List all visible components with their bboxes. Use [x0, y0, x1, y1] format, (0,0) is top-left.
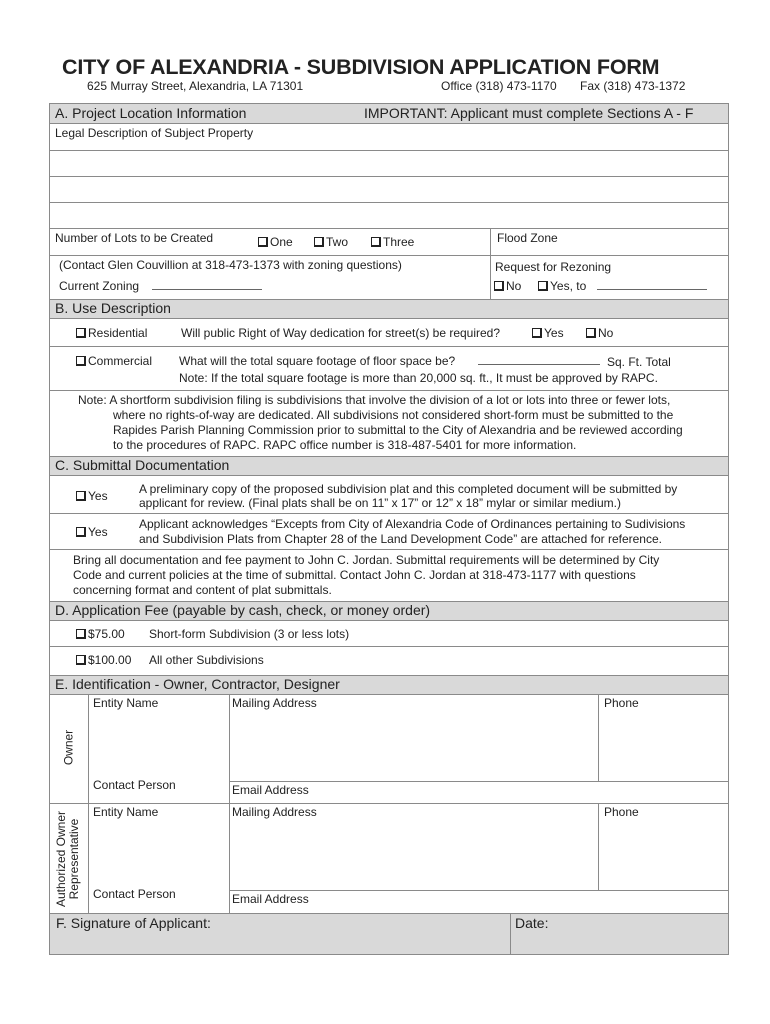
fee-75-description: Short-form Subdivision (3 or less lots) — [149, 627, 350, 641]
fee-100-description: All other Subdivisions — [149, 653, 264, 667]
rep-email-field[interactable] — [320, 891, 728, 912]
form-border-right — [728, 103, 729, 954]
authorized-representative-label: Authorized Owner Representative — [54, 810, 81, 908]
submittal-instructions-2: Code and current policies at the time of submittal. Contact John C. Jordan at 318-473-1177 with questions — [73, 568, 636, 582]
code-acknowledge-yes[interactable]: Yes — [76, 525, 108, 539]
fee-75-option[interactable]: $75.00 — [76, 627, 125, 641]
signature-label: F. Signature of Applicant: — [56, 915, 211, 931]
form-border-left — [49, 103, 50, 954]
shortform-note-line-3: Rapides Parish Planning Commission prior to submittal to the City of Alexandria and be reviewed according — [113, 423, 683, 437]
rezoning-no-option[interactable]: No — [494, 279, 521, 293]
flood-zone-field[interactable] — [560, 229, 728, 255]
owner-entity-name-field[interactable] — [89, 712, 229, 774]
rep-mailing-address-field[interactable] — [230, 821, 598, 889]
plat-copy-text-1: A preliminary copy of the proposed subdivision plat and this completed document will be submitted by — [139, 482, 678, 496]
important-notice: IMPORTANT: Applicant must complete Sections A - F — [364, 105, 694, 121]
rep-email-address-label: Email Address — [232, 892, 309, 906]
fax-number: Fax (318) 473-1372 — [580, 79, 686, 93]
rezoning-yes-option[interactable]: Yes, to — [538, 279, 586, 293]
checkbox-icon — [532, 328, 542, 338]
owner-phone-field[interactable] — [599, 712, 728, 780]
right-of-way-question: Will public Right of Way dedication for street(s) be required? — [181, 326, 501, 340]
code-acknowledge-text-1: Applicant acknowledges “Excepts from City of Alexandria Code of Ordinances pertaining to Sudivisions — [139, 517, 686, 531]
checkbox-icon — [76, 527, 86, 537]
lots-option-two[interactable]: Two — [314, 235, 348, 249]
rep-entity-name-field[interactable] — [89, 821, 229, 883]
date-field[interactable] — [560, 914, 727, 953]
checkbox-icon — [76, 629, 86, 639]
owner-label: Owner — [61, 729, 76, 766]
lots-label: Number of Lots to be Created — [55, 231, 214, 245]
section-d-heading: D. Application Fee (payable by cash, check, or money order) — [55, 602, 431, 618]
code-acknowledge-text-2: and Subdivision Plats from Chapter 28 of the Land Development Code” are attached for reference. — [139, 532, 662, 546]
form-title: CITY OF ALEXANDRIA - SUBDIVISION APPLICATION FORM — [62, 55, 660, 79]
square-footage-field[interactable] — [478, 364, 600, 365]
legal-description-label: Legal Description of Subject Property — [55, 126, 254, 140]
plat-copy-yes[interactable]: Yes — [76, 489, 108, 503]
checkbox-icon — [371, 237, 381, 247]
signature-field[interactable] — [240, 914, 509, 953]
submittal-instructions-1: Bring all documentation and fee payment to John C. Jordan. Submittal requirements will be determined by City — [73, 553, 660, 567]
zoning-contact-note: (Contact Glen Couvillion at 318-473-1373 with zoning questions) — [59, 258, 402, 272]
checkbox-icon — [76, 328, 86, 338]
owner-email-address-label: Email Address — [232, 783, 309, 797]
office-phone: Office (318) 473-1170 — [441, 79, 557, 93]
owner-mailing-address-field[interactable] — [230, 712, 598, 780]
right-of-way-no[interactable]: No — [586, 326, 613, 340]
legal-description-field[interactable] — [50, 124, 728, 228]
checkbox-icon — [538, 281, 548, 291]
plat-copy-text-2: applicant for review. (Final plats shall be on 11” x 17” or 12” x 18” mylar or similar medium.) — [139, 496, 621, 510]
shortform-note-line-4: to the procedures of RAPC. RAPC office number is 318-487-5401 for more information. — [113, 438, 577, 452]
residential-option[interactable]: Residential — [76, 326, 147, 340]
city-address: 625 Murray Street, Alexandria, LA 71301 — [87, 79, 304, 93]
owner-phone-label: Phone — [604, 696, 639, 710]
rep-mailing-address-label: Mailing Address — [232, 805, 317, 819]
owner-entity-name-label: Entity Name — [93, 696, 159, 710]
flood-zone-label: Flood Zone — [497, 231, 558, 245]
shortform-note-line-2: where no rights-of-way are dedicated. All subdivisions not considered short-form must be submitted to the — [113, 408, 674, 422]
rep-phone-label: Phone — [604, 805, 639, 819]
rep-contact-person-label: Contact Person — [93, 887, 176, 901]
section-e-heading: E. Identification - Owner, Contractor, Designer — [55, 676, 340, 692]
checkbox-icon — [76, 655, 86, 665]
right-of-way-yes[interactable]: Yes — [532, 326, 564, 340]
checkbox-icon — [258, 237, 268, 247]
shortform-note-line-1: Note: A shortform subdivision filing is subdivisions that involve the division of a lot or lots into three or fewer lots, — [78, 393, 671, 407]
submittal-instructions-3: concerning format and content of plat submittals. — [73, 583, 332, 597]
rep-phone-field[interactable] — [599, 821, 728, 889]
commercial-option[interactable]: Commercial — [76, 354, 152, 368]
fee-100-option[interactable]: $100.00 — [76, 653, 131, 667]
section-a-heading: A. Project Location Information — [55, 105, 247, 121]
owner-email-field[interactable] — [320, 782, 728, 802]
lots-option-three[interactable]: Three — [371, 235, 414, 249]
date-label: Date: — [515, 915, 549, 931]
current-zoning-field[interactable] — [152, 289, 262, 290]
owner-mailing-address-label: Mailing Address — [232, 696, 317, 710]
section-c-heading: C. Submittal Documentation — [55, 457, 230, 473]
checkbox-icon — [494, 281, 504, 291]
checkbox-icon — [314, 237, 324, 247]
checkbox-icon — [76, 491, 86, 501]
lots-option-one[interactable]: One — [258, 235, 293, 249]
section-b-heading: B. Use Description — [55, 300, 171, 316]
square-footage-unit: Sq. Ft. Total — [607, 355, 671, 369]
checkbox-icon — [586, 328, 596, 338]
checkbox-icon — [76, 356, 86, 366]
current-zoning-label: Current Zoning — [59, 279, 140, 293]
owner-contact-person-label: Contact Person — [93, 778, 176, 792]
square-footage-note: Note: If the total square footage is more than 20,000 sq. ft., It must be approved by RAPC. — [179, 371, 658, 385]
square-footage-question: What will the total square footage of floor space be? — [179, 354, 456, 368]
rep-entity-name-label: Entity Name — [93, 805, 159, 819]
rezoning-to-field[interactable] — [597, 289, 707, 290]
rezoning-label: Request for Rezoning — [495, 260, 612, 274]
